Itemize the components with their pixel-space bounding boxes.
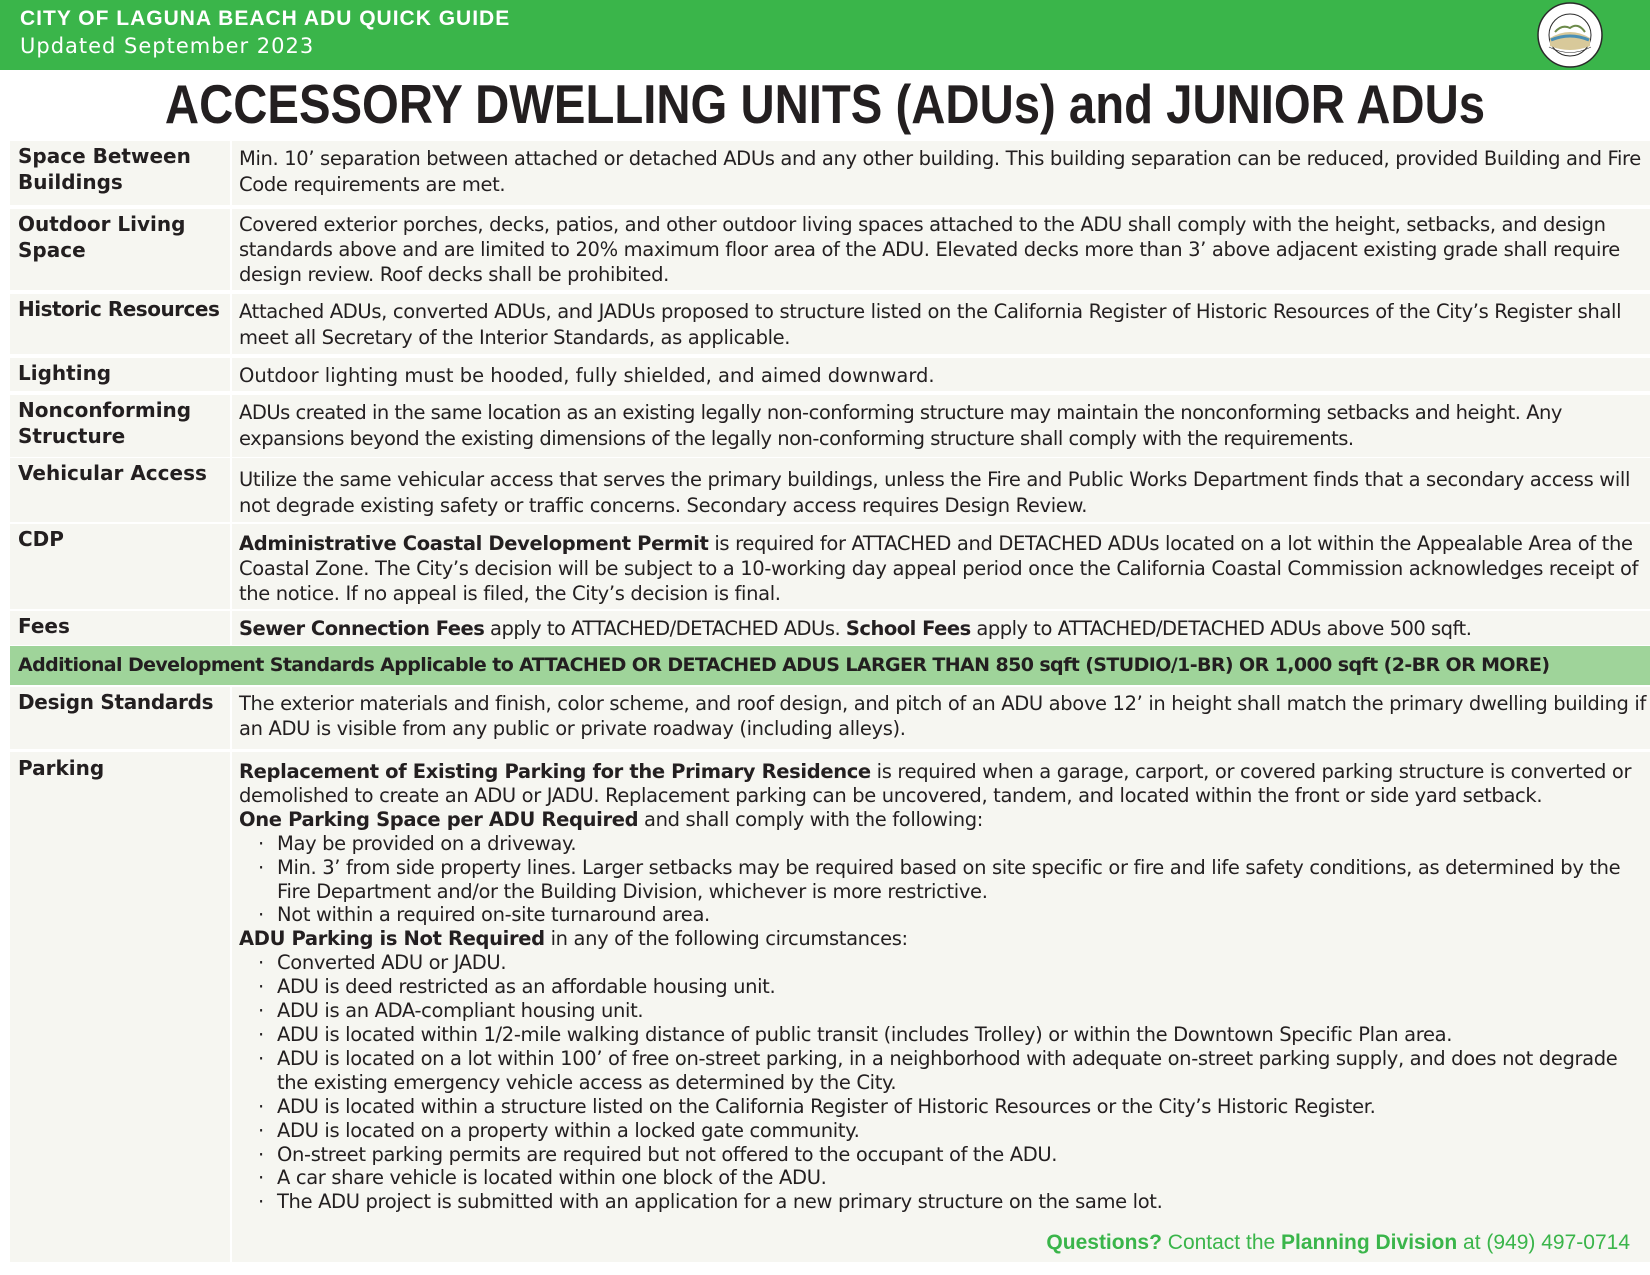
list-item: · Converted ADU or JADU. xyxy=(258,951,507,975)
row-text: Utilize the same vehicular access that serves the primary buildings, unless the Fire and Public Works Department finds that a secondary access will not degrade existing safety or traffic concerns. Secondary access requires Design Review. xyxy=(232,458,1650,522)
row-label: Parking xyxy=(10,752,230,1262)
row-fees xyxy=(10,611,1650,645)
row-label: Fees xyxy=(10,611,230,645)
list-item: · ADU is an ADA-compliant housing unit. xyxy=(258,999,644,1023)
row-historic-resources xyxy=(10,294,1650,354)
row-text: Min. 10’ separation between attached or detached ADUs and any other building. This building separation can be reduced, provided Building and Fire Code requirements are met. xyxy=(232,141,1650,205)
row-nonconforming-structure xyxy=(10,395,1650,457)
updated-date: Updated September 2023 xyxy=(20,34,315,58)
list-item: · A car share vehicle is located within one block of the ADU. xyxy=(258,1166,827,1190)
row-label: Vehicular Access xyxy=(10,458,230,522)
row-text: Covered exterior porches, decks, patios, and other outdoor living spaces attached to the ADU shall comply with the height, setbacks, and design standards above and are limited to 20% maximum floor area of the ADU. Elevated decks more than 3’ above adjacent existing grade shall require design review. Roof decks shall be prohibited. xyxy=(232,209,1650,290)
additional-standards-band: Additional Development Standards Applicable to ATTACHED OR DETACHED ADUS LARGER THAN 850 sqft (STUDIO/1-BR) OR 1,000 sqft (2-BR OR MORE) xyxy=(10,646,1650,685)
parking-replacement: Replacement of Existing Parking for the Primary Residence is required when a garage, carport, or covered parking structure is converted or demolished to create an ADU or JADU. Replacement parking can be uncovered, tandem, and located within the front or side yard setback. xyxy=(239,760,1632,807)
row-cdp xyxy=(10,524,1650,609)
parking-text xyxy=(232,752,1650,1262)
row-label: Lighting xyxy=(10,358,230,391)
row-label: Design Standards xyxy=(10,687,230,749)
row-space-between-buildings xyxy=(10,141,1650,205)
row-text: Outdoor lighting must be hooded, fully shielded, and aimed downward. xyxy=(232,358,1650,391)
list-item: · ADU is deed restricted as an affordable housing unit. xyxy=(258,975,776,999)
row-text: Sewer Connection Fees apply to ATTACHED/DETACHED ADUs. School Fees apply to ATTACHED/DETACHED ADUs above 500 sqft. xyxy=(232,611,1650,645)
row-label: Outdoor Living Space xyxy=(10,209,230,290)
row-label: Nonconforming Structure xyxy=(10,395,230,457)
row-text: Administrative Coastal Development Permit is required for ATTACHED and DETACHED ADUs located on a lot within the Appealable Area of the Coastal Zone. The City’s decision will be subject to a 10-working day appeal period once the California Coastal Commission acknowledges receipt of the notice. If no appeal is filed, the City’s decision is final. xyxy=(232,524,1650,609)
list-item: · On-street parking permits are required but not offered to the occupant of the ADU. xyxy=(258,1142,1058,1166)
list-item: · May be provided on a driveway. xyxy=(258,831,577,855)
list-item: · The ADU project is submitted with an application for a new primary structure on the same lot. xyxy=(258,1190,1163,1214)
row-label: Space Between Buildings xyxy=(10,141,230,205)
cdp-permit-name: Administrative Coastal Development Permit xyxy=(239,532,709,555)
row-design-standards xyxy=(10,687,1650,749)
list-item: · ADU is located on a property within a locked gate community. xyxy=(258,1118,860,1142)
row-text: The exterior materials and finish, color scheme, and roof design, and pitch of an ADU above 12’ in height shall match the primary dwelling building if an ADU is visible from any public or private roadway (including alleys). xyxy=(232,687,1650,749)
row-lighting xyxy=(10,358,1650,391)
header-banner xyxy=(0,0,1650,70)
parking-one-space: One Parking Space per ADU Required and shall comply with the following: xyxy=(239,807,984,831)
row-label: CDP xyxy=(10,524,230,609)
page-title: ACCESSORY DWELLING UNITS (ADUs) and JUNIOR ADUs xyxy=(164,73,1486,135)
row-text: Attached ADUs, converted ADUs, and JADUs proposed to structure listed on the California Register of Historic Resources of the City’s Register shall meet all Secretary of the Interior Standards, as applicable. xyxy=(232,294,1650,354)
guide-title: CITY OF LAGUNA BEACH ADU QUICK GUIDE xyxy=(20,7,511,30)
list-item: · ADU is located within 1/2-mile walking distance of public transit (includes Trolley) or within the Downtown Specific Plan area. xyxy=(258,1022,1453,1046)
city-seal-icon xyxy=(1537,2,1603,68)
row-parking xyxy=(10,752,1650,1262)
row-vehicular-access xyxy=(10,458,1650,522)
contact-footer: Questions? Contact the Planning Division at (949) 497-0714 xyxy=(1046,1231,1630,1254)
parking-not-required: ADU Parking is Not Required in any of the following circumstances: xyxy=(239,927,908,951)
row-text: ADUs created in the same location as an existing legally non-conforming structure may maintain the nonconforming setbacks and height. Any expansions beyond the existing dimensions of the legally non-conforming structure shall comply with the requirements. xyxy=(232,395,1650,457)
list-item: · Not within a required on-site turnaround area. xyxy=(258,903,710,927)
list-item: · ADU is located on a lot within 100’ of free on-street parking, in a neighborhood with adequate on-street parking supply, and does not degrade the existing emergency vehicle access as determined by the City. xyxy=(258,1046,1618,1094)
list-item: · ADU is located within a structure listed on the California Register of Historic Resources or the City’s Historic Register. xyxy=(258,1094,1376,1118)
list-item: · Min. 3’ from side property lines. Larger setbacks may be required based on site specific or fire and life safety conditions, as determined by the Fire Department and/or the Building Division, whichever is more restrictive. xyxy=(258,855,1621,903)
row-label: Historic Resources xyxy=(10,294,230,354)
row-outdoor-living-space xyxy=(10,209,1650,290)
